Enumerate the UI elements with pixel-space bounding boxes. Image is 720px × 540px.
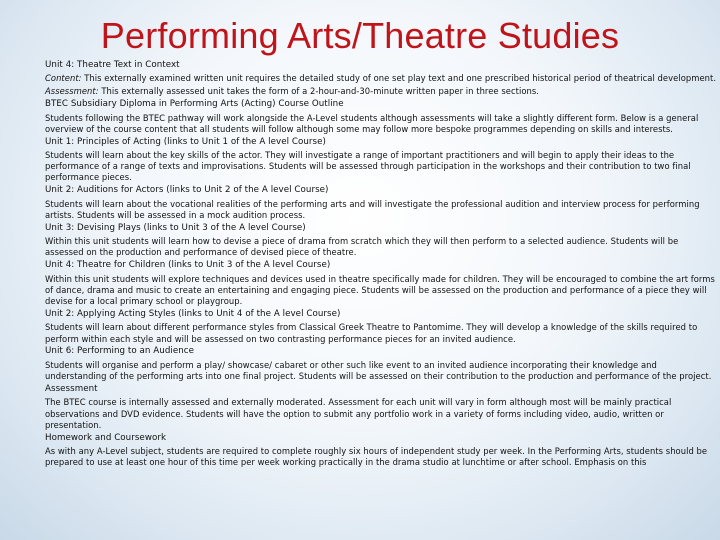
heading-unit3-devising: Unit 3: Devising Plays (links to Unit 3 of the A level Course): [45, 222, 306, 233]
heading-unit4-children: Unit 4: Theatre for Children (links to Unit 3 of the A level Course): [45, 260, 331, 271]
paragraph-btec-overview: Students following the BTEC pathway will work alongside the A-Level students although assessments will take a slightly different form. Below is a general overview of the course content that all students will follow although some may follow more bespoke programmes depending on skills and interests.: [45, 112, 699, 134]
heading-unit4-theatre-text: Unit 4: Theatre Text in Context: [45, 60, 180, 70]
text-assessment: This externally assessed unit takes the form of a 2-hour-and-30-minute written paper in three sections.: [98, 86, 539, 97]
heading-assessment: Assessment: [45, 383, 98, 394]
paragraph-acting-styles: Students will learn about different performance styles from Classical Greek Theatre to Pantomime. They will develop a knowledge of the skills required to perform within each style and will be assessed on two contrasting performance pieces for an invited audience.: [45, 322, 698, 344]
slide-title: Performing Arts/Theatre Studies: [100, 15, 620, 56]
label-assessment: Assessment:: [45, 86, 99, 97]
slide-body: [45, 60, 717, 470]
paragraph-assessment-btec: The BTEC course is internally assessed and externally moderated. Assessment for each unit will vary in form although most will be mainly practical observations and DVD evidence. Students will have the option to submit any portfolio work in a variety of forms including video, audio, written or presentation.: [45, 397, 672, 430]
paragraph-unit6: Students will organise and perform a play/ showcase/ cabaret or other such like event to an invited audience incorporating their knowledge and understanding of the performing arts into one final project. Students will be assessed on their contribution to the production and performance of the project.: [45, 359, 712, 382]
heading-unit1-principles: Unit 1: Principles of Acting (links to Unit 1 of the A level Course): [45, 136, 326, 147]
label-content: Content:: [45, 73, 82, 84]
heading-homework: Homework and Coursework: [45, 432, 167, 443]
paragraph-unit3: Within this unit students will learn how to devise a piece of drama from scratch which they will then perform to a selected audience. Students will be assessed on the production and performance of devised piece of theatre.: [45, 236, 679, 258]
text-content: This externally examined written unit requires the detailed study of one set play text and one prescribed historical period of theatrical development.: [81, 73, 717, 84]
paragraph-unit4-children: Within this unit students will explore techniques and devices used in theatre specifically made for children. They will be encouraged to combine the art forms of dance, drama and music to create an entertaining and engaging piece. Students will be assessed on the production and performance of a piece they will devise for a local primary school or playgroup.: [45, 273, 715, 307]
paragraph-unit2: Students will learn about the vocational realities of the performing arts and will investigate the professional audition and interview process for performing artists. Students will be assessed in a mock audition process.: [45, 198, 700, 220]
heading-unit6-audience: Unit 6: Performing to an Audience: [45, 346, 195, 357]
paragraph-homework: As with any A-Level subject, students are required to complete roughly six hours of independent study per week. In the Performing Arts, students should be prepared to use at least one hour of this time per week working practically in the drama studio at lunchtime or after school. Emphasis on this: [45, 446, 708, 468]
paragraph-unit1: Students will learn about the key skills of the actor. They will investigate a range of important practitioners and will begin to apply their ideas to the performance of a range of texts and improvisations. Students will be assessed through participation in the workshops and their contribution to two final performance pieces.: [45, 150, 691, 183]
paragraph-content: [45, 73, 717, 84]
heading-unit2-auditions: Unit 2: Auditions for Actors (links to Unit 2 of the A level Course): [45, 185, 329, 196]
paragraph-assessment: [45, 86, 717, 97]
heading-unit2-acting-styles: Unit 2: Applying Acting Styles (links to Unit 4 of the A level Course): [45, 309, 341, 319]
heading-btec-outline: BTEC Subsidiary Diploma in Performing Arts (Acting) Course Outline: [45, 99, 344, 110]
